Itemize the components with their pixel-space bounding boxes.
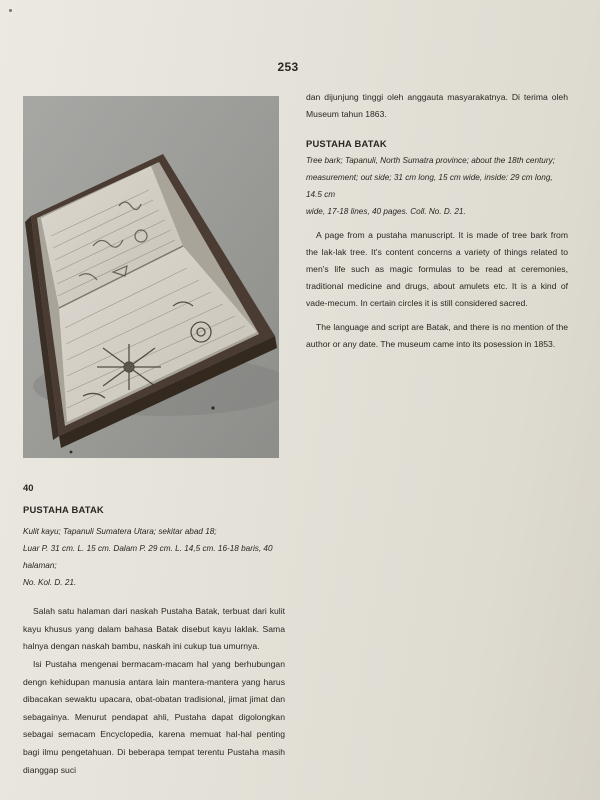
manuscript-photo-graphic <box>23 96 279 458</box>
indonesian-title: PUSTAHA BATAK <box>23 503 104 515</box>
english-paragraph: A page from a pustaha manuscript. It is made of tree bark from the lak-lak tree. It's content concerns a variety of things related to men's life such as magic formulas to be read at ceremonies, traditional medicine and drugs, about amulets etc. It is a kind of vade-mecum. In certain circles it is still considered sacred. <box>306 230 568 308</box>
continued-text: dan dijunjung tinggi oleh anggauta masyarakatnya. Di terima oleh Museum tahun 1863. <box>306 92 568 119</box>
caption-line: No. Kol. D. 21. <box>23 578 77 588</box>
english-description <box>306 89 568 353</box>
item-number: 40 <box>23 482 34 493</box>
page-number: 253 <box>277 60 299 74</box>
indonesian-caption <box>23 523 285 591</box>
speck-mark <box>9 9 12 12</box>
english-paragraph: The language and script are Batak, and there is no mention of the author or any date. The museum came into its posession in 1853. <box>306 322 568 349</box>
caption-line: Luar P. 31 cm. L. 15 cm. Dalam P. 29 cm. L. 14,5 cm. 16-18 baris, 40 halaman; <box>23 544 273 571</box>
caption-line: measurement; out side; 31 cm long, 15 cm wide, inside: 29 cm long, 14.5 cm <box>306 173 553 199</box>
manuscript-photo <box>23 96 279 458</box>
english-caption <box>306 152 568 220</box>
indonesian-description <box>23 479 285 779</box>
caption-line: wide, 17-18 lines, 40 pages. Coll. No. D. 21. <box>306 207 466 216</box>
caption-line: Kulit kayu; Tapanuli Sumatera Utara; sekitar abad 18; <box>23 527 217 537</box>
caption-line: Tree bark; Tapanuli, North Sumatra province; about the 18th century; <box>306 156 555 165</box>
indonesian-paragraph: Salah satu halaman dari naskah Pustaha Batak, terbuat dari kulit kayu khusus yang dalam bahasa Batak disebut kayu laklak. Sama halnya dengan naskah bambu, naskah ini cukup tua umurnya. <box>23 606 285 652</box>
indonesian-paragraph: Isi Pustaha mengenai bermacam-macam hal yang berhubungan dengn kehidupan manusia antara lain mantera-mantera yang harus dibacakan sewaktu upacara, obat-obatan tradisional, jimat jimat dan sebagainya. Menurut pendapat ahli, Pustaha dapat digolongkan sebagai semacam Encyclopedia, karena memuat hal-hal penting bagi ilmu pengetahuan. Di beberapa tempat terentu Pustaha masih dianggap suci <box>23 658 285 775</box>
english-title: PUSTAHA BATAK <box>306 138 387 149</box>
